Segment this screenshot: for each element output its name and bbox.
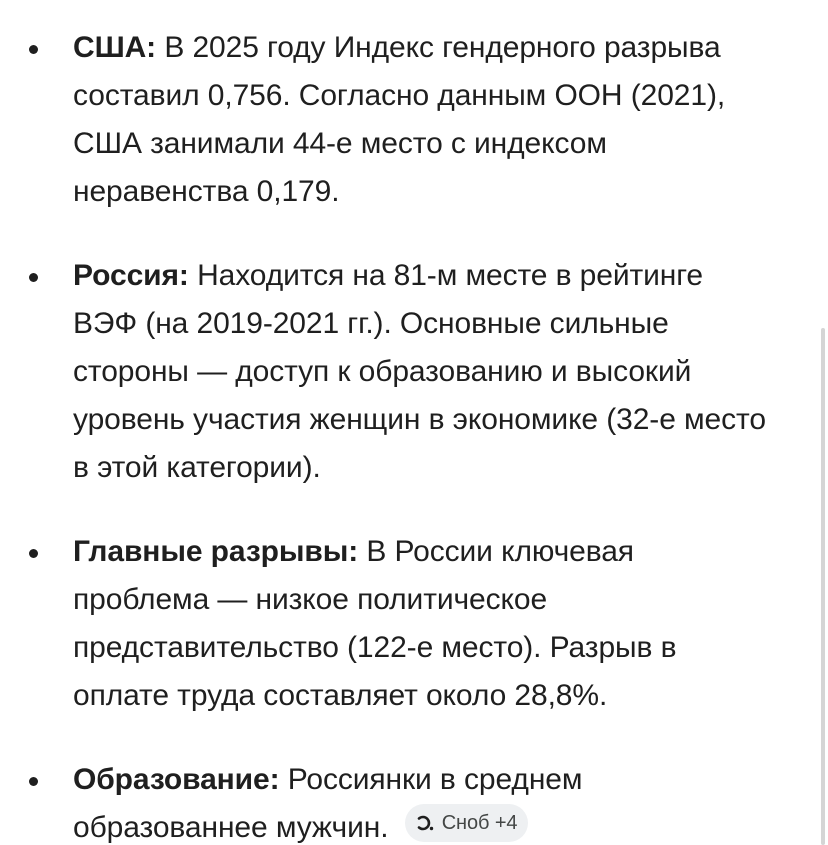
bullet-marker: [29, 549, 38, 558]
item-text: Россиянки в среднем образованнее мужчин.: [73, 763, 583, 844]
list-item-main-gaps: [0, 528, 800, 720]
source-logo-icon: [414, 812, 436, 834]
item-text: Находится на 81-м месте в рейтинге ВЭФ (на 2019-2021 гг.). Основные сильные стороны — доступ к образованию и высокий уровень участия женщин в экономике (32-е место в этой категории).: [73, 259, 766, 484]
scrollbar-thumb[interactable]: [821, 328, 825, 845]
item-title: Россия:: [73, 259, 189, 292]
list-item-education: [0, 756, 800, 845]
source-chip-button[interactable]: [405, 804, 529, 842]
scrollbar[interactable]: [818, 0, 828, 845]
bullet-marker: [29, 777, 38, 786]
response-content: [0, 24, 800, 845]
item-title: Главные разрывы:: [73, 535, 359, 568]
item-text: В России ключевая проблема — низкое политическое представительство (122-е место). Разрыв в оплате труда составляет около 28,8%.: [73, 535, 677, 712]
item-title: Образование:: [73, 763, 280, 796]
item-title: США:: [73, 31, 157, 64]
bullet-list: [0, 24, 800, 845]
list-item-russia: [0, 252, 800, 492]
bullet-marker: [29, 273, 38, 282]
bullet-marker: [29, 45, 38, 54]
source-chip-label: Сноб +4: [441, 812, 518, 834]
item-text: В 2025 году Индекс гендерного разрыва составил 0,756. Согласно данным ООН (2021), США занимали 44-е место с индексом неравенства 0,179.: [73, 31, 726, 208]
list-item-usa: [0, 24, 800, 216]
